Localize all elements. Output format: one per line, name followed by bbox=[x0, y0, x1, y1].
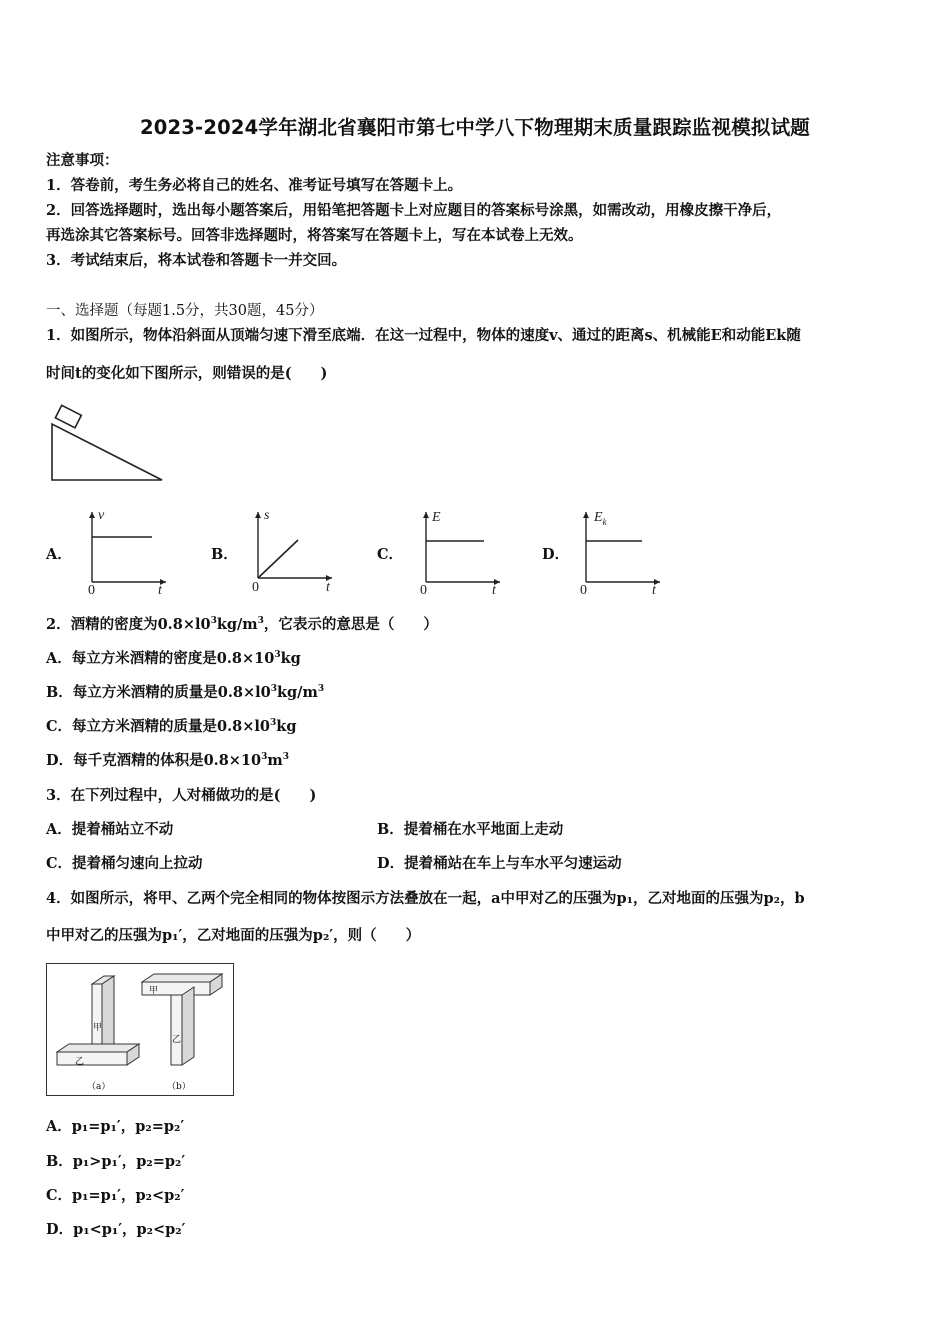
q1-graph-c[interactable] bbox=[414, 508, 504, 588]
q4-caption-a: （a） bbox=[87, 1082, 111, 1092]
q1-a-xlabel: t bbox=[158, 583, 162, 598]
q1-a-origin: 0 bbox=[88, 583, 95, 598]
q1-stem-line1: 1．如图所示，物体沿斜面从顶端匀速下滑至底端．在这一过程中，物体的速度v、通过的距离s、机械能E和动能Ek随 bbox=[46, 327, 801, 344]
q2-stem: 2．酒精的密度为$0.8\times l0^3kg/m^3$，它表示的意思是（ ） bbox=[46, 616, 438, 633]
section-heading: 一、选择题（每题1.5分，共30题，45分） bbox=[46, 303, 324, 319]
q4-option-b[interactable]: B．p₁>p₁′，p₂=p₂′ bbox=[46, 1153, 186, 1170]
q1-a-ylabel: v bbox=[98, 508, 105, 523]
page-title: 2023-2024学年湖北省襄阳市第七中学八下物理期末质量跟踪监视模拟试题 bbox=[139, 116, 811, 139]
notice-item: 3．考试结束后，将本试卷和答题卡一并交回。 bbox=[46, 252, 347, 269]
q1-option-b-letter[interactable]: B． bbox=[211, 546, 238, 563]
notice-item: 2．回答选择题时，选出每小题答案后，用铅笔把答题卡上对应题目的答案标号涂黑，如需改动，用橡皮擦干净后， bbox=[46, 202, 782, 219]
q4-stem-line1: 4．如图所示，将甲、乙两个完全相同的物体按图示方法叠放在一起，a中甲对乙的压强为p₁，乙对地面的压强为p₂，b bbox=[46, 890, 805, 907]
notice-item: 1．答卷前，考生务必将自己的姓名、准考证号填写在答题卡上。 bbox=[46, 177, 463, 194]
q1-stem-line2: 时间t的变化如下图所示，则错误的是( ) bbox=[46, 365, 328, 382]
q4-option-d[interactable]: D．p₁<p₁′，p₂<p₂′ bbox=[46, 1221, 186, 1238]
q1-c-xlabel: t bbox=[492, 583, 496, 598]
q1-option-a-letter[interactable]: A． bbox=[46, 546, 72, 563]
q2-option-a[interactable]: A．每立方米酒精的密度是$0.8\times 10^3kg$ bbox=[46, 650, 301, 667]
q4-blocks-drawing bbox=[47, 964, 232, 1094]
q3-stem: 3．在下列过程中，人对桶做功的是( ) bbox=[46, 787, 317, 804]
q4-option-a[interactable]: A．p₁=p₁′，p₂=p₂′ bbox=[46, 1118, 185, 1135]
q4-option-c[interactable]: C．p₁=p₁′，p₂<p₂′ bbox=[46, 1187, 185, 1204]
q1-graph-b[interactable] bbox=[246, 508, 336, 588]
q1-c-origin: 0 bbox=[420, 583, 427, 598]
q2-option-b[interactable]: B．每立方米酒精的质量是$0.8\times l0^3kg/m^3$ bbox=[46, 684, 325, 701]
q1-b-xlabel: t bbox=[326, 580, 330, 595]
q4-label-jia-a: 甲 bbox=[93, 1023, 103, 1033]
q4-label-jia-b: 甲 bbox=[149, 986, 159, 996]
q3-option-d[interactable]: D．提着桶站在车上与车水平匀速运动 bbox=[377, 855, 622, 872]
q2-option-d[interactable]: D．每千克酒精的体积是$0.8\times 10^3m^3$ bbox=[46, 752, 290, 769]
q3-option-b[interactable]: B．提着桶在水平地面上走动 bbox=[377, 821, 564, 838]
q1-d-ylabel: $E_k$ bbox=[594, 510, 607, 527]
q1-graph-d[interactable] bbox=[574, 508, 664, 588]
q2-option-c[interactable]: C．每立方米酒精的质量是$0.8\times l0^3kg$ bbox=[46, 718, 297, 735]
notice-heading: 注意事项： bbox=[46, 152, 119, 169]
incline-figure bbox=[46, 402, 171, 486]
q1-option-d-letter[interactable]: D． bbox=[542, 546, 570, 563]
q3-option-a[interactable]: A．提着桶站立不动 bbox=[46, 821, 174, 838]
q4-label-yi-a: 乙 bbox=[75, 1057, 85, 1067]
notice-item: 再选涂其它答案标号。回答非选择题时，将答案写在答题卡上，写在本试卷上无效。 bbox=[46, 227, 583, 244]
q3-option-c[interactable]: C．提着桶匀速向上拉动 bbox=[46, 855, 203, 872]
q4-figure bbox=[46, 963, 234, 1096]
q1-b-origin: 0 bbox=[252, 580, 259, 595]
q4-caption-b: （b） bbox=[167, 1082, 191, 1092]
q4-stem-line2: 中甲对乙的压强为p₁′，乙对地面的压强为p₂′，则（ ） bbox=[46, 927, 421, 944]
q1-option-c-letter[interactable]: C． bbox=[377, 546, 404, 563]
q1-d-origin: 0 bbox=[580, 583, 587, 598]
q1-c-ylabel: E bbox=[432, 510, 441, 525]
q1-d-xlabel: t bbox=[652, 583, 656, 598]
q4-label-yi-b: 乙 bbox=[172, 1035, 182, 1045]
q1-graph-a[interactable] bbox=[80, 508, 170, 588]
q1-b-ylabel: s bbox=[264, 508, 270, 523]
